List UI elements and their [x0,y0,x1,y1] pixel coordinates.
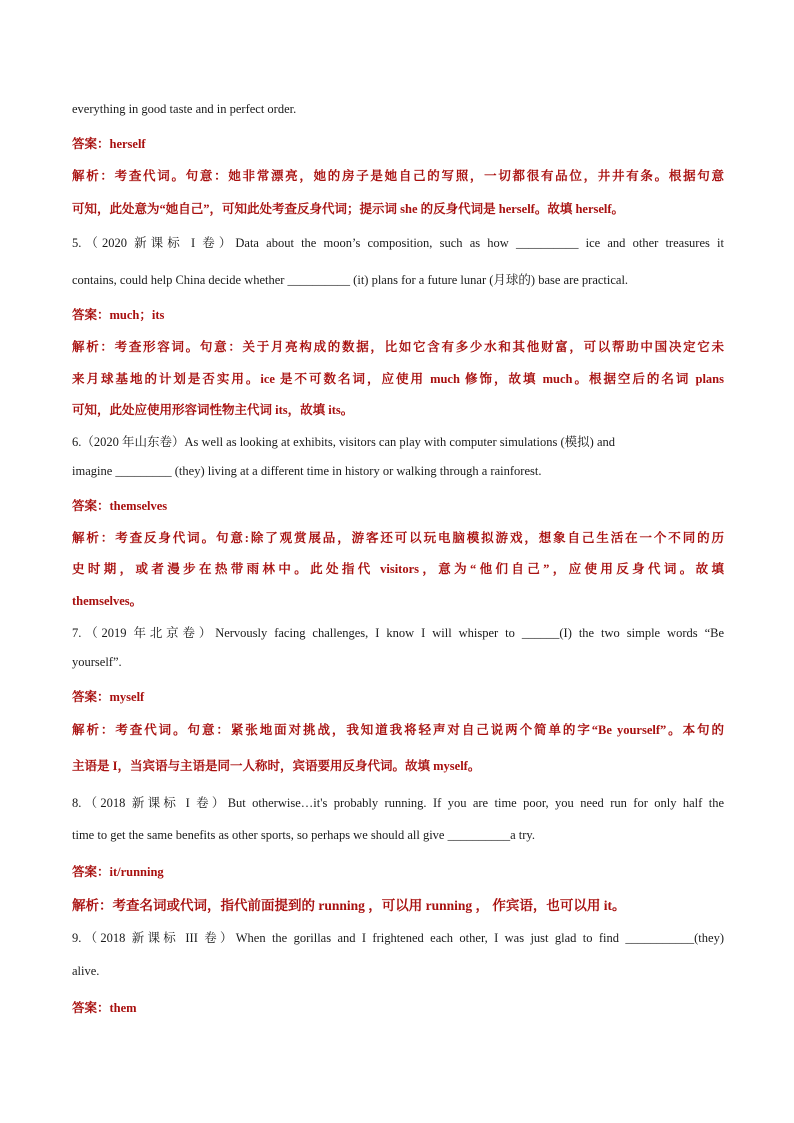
analysis-line: 解析：考查代词。句意：她非常漂亮，她的房子是她自己的写照，一切都很有品位，井井有条。根据句意 [72,169,724,183]
question-line: 8.（2018 新课标 I 卷）But otherwise…it's probably running. If you are time poor, you need run for only half the [72,796,724,810]
answer-line: 答案：them [72,1001,137,1015]
analysis-line: 解析：考查反身代词。句意:除了观赏展品，游客还可以玩电脑模拟游戏，想象自己生活在一个不同的历 [72,531,724,545]
question-line: alive. [72,964,100,978]
answer-line: 答案：much；its [72,308,165,322]
answer-line: 答案：it/running [72,865,164,879]
answer-line: 答案：herself [72,137,146,151]
question-line: 7.（2019 年北京卷）Nervously facing challenges, I know I will whisper to ______(I) the two simple words “Be [72,626,724,640]
question-line: 5.（2020 新课标 I 卷）Data about the moon’s composition, such as how __________ ice and other treasures it [72,236,724,250]
answer-line: 答案：themselves [72,499,168,513]
analysis-line: 解析：考查名词或代词，指代前面提到的 running ，可以用 running ， 作宾语，也可以用 it。 [72,898,626,913]
analysis-line: 解析：考查形容词。句意：关于月亮构成的数据，比如它含有多少水和其他财富，可以帮助中国决定它未 [72,340,724,354]
question-line: imagine _________ (they) living at a different time in history or walking through a rainforest. [72,464,542,478]
analysis-line: 解析：考查代词。句意：紧张地面对挑战，我知道我将轻声对自己说两个简单的字“Be yourself”。本句的 [72,723,724,737]
analysis-line: 史时期，或者漫步在热带雨林中。此处指代 visitors，意为“他们自己”，应使用反身代词。故填 [72,562,724,576]
text-line: everything in good taste and in perfect order. [72,102,297,116]
question-line: 6.（2020 年山东卷）As well as looking at exhibits, visitors can play with computer simulations (模拟) and [72,435,615,449]
question-line: 9.（2018 新课标 III 卷）When the gorillas and I frightened each other, I was just glad to find ___________(they) [72,931,724,945]
question-line: time to get the same benefits as other sports, so perhaps we should all give __________a try. [72,828,535,842]
question-line: yourself”. [72,655,122,669]
analysis-line: 来月球基地的计划是否实用。ice 是不可数名词，应使用 much 修饰，故填 much。根据空后的名词 plans [72,372,724,386]
analysis-line: themselves。 [72,594,143,608]
analysis-line: 可知，此处应使用形容词性物主代词 its，故填 its。 [72,403,354,417]
analysis-line: 可知，此处意为“她自己”，可知此处考查反身代词；提示词 she 的反身代词是 herself。故填 herself。 [72,202,625,216]
question-line: contains, could help China decide whether __________ (it) plans for a future lunar (月球的) base are practical. [72,273,629,287]
answer-line: 答案：myself [72,690,145,704]
analysis-line: 主语是 I，当宾语与主语是同一人称时，宾语要用反身代词。故填 myself。 [72,759,481,773]
